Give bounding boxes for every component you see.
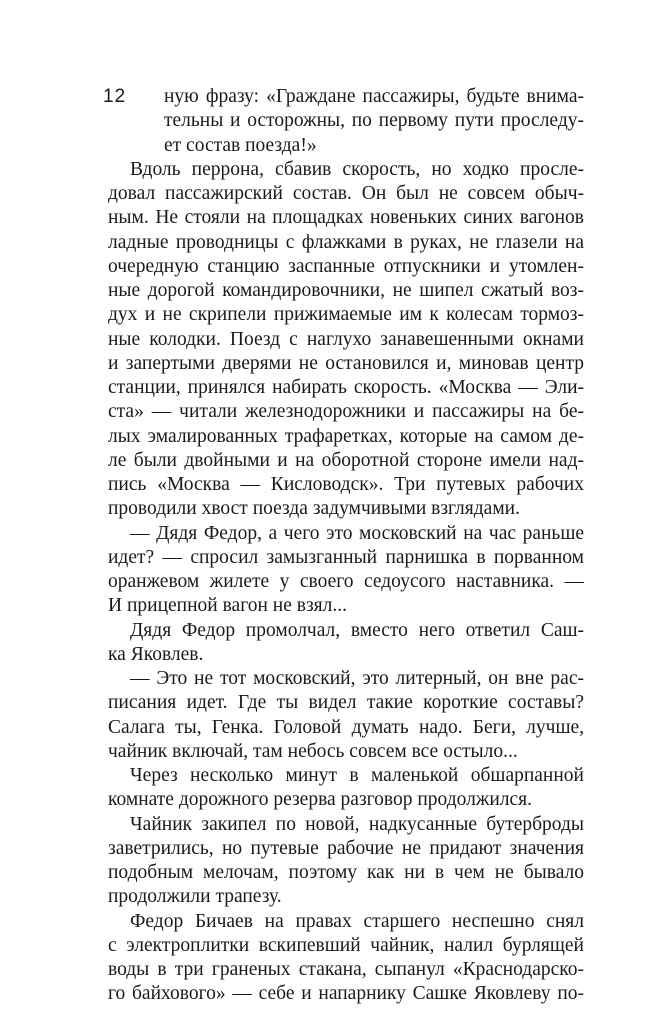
text-line: Федор Бичаев на правах старшего неспешно снял	[130, 910, 584, 932]
text-line: ные дорогой командировочники, не шипел сжатый воз-	[108, 280, 584, 301]
page-number: 12	[103, 86, 127, 107]
text-line: проводили хвост поезда задумчивыми взглядами.	[108, 498, 520, 520]
text-line: Салага ты, Генка. Головой думать надо. Беги, лучше,	[108, 716, 584, 738]
text-line: ные колодки. Поезд с наглухо занавешенными окнами	[108, 328, 584, 350]
text-line: ным. Не стояли на площадках новеньких синих вагонов	[108, 207, 584, 229]
text-line: подобным мелочам, поэтому как ни в чем не бывало	[108, 862, 584, 883]
text-line: оранжевом жилете у своего седоусого наставника. —	[108, 571, 584, 592]
text-line: лых эмалированных трафаретках, которые на самом де-	[108, 425, 584, 447]
text-line: ет состав поезда!»	[164, 134, 317, 156]
text-line: И прицепной вагон не взял...	[108, 595, 347, 617]
text-line: Вдоль перрона, сбавив скорость, но ходко просле-	[130, 158, 584, 180]
text-line: станции, принялся набирать скорость. «Москва — Эли-	[108, 377, 584, 398]
text-line: писания идет. Где ты видел такие короткие составы?	[108, 692, 584, 714]
text-line: Через несколько минут в маленькой обшарпанной	[130, 765, 584, 786]
text-line: го байхового» — себе и напарнику Сашке Яковлеву по-	[108, 983, 584, 1005]
text-line: воды в три граненых стакана, сыпанул «Краснодарско-	[108, 959, 584, 980]
text-line: — Дядя Федор, а чего это московский на час раньше	[130, 522, 584, 544]
text-line: ка Яковлев.	[108, 643, 204, 665]
text-line: Дядя Федор промолчал, вместо него ответил Саш-	[130, 619, 584, 641]
text-line: ладные проводницы с флажками в руках, не глазели на	[108, 231, 584, 253]
text-line: комнате дорожного резерва разговор продолжился.	[108, 789, 533, 811]
text-line: Чайник закипел по новой, надкусанные бутерброды	[130, 813, 584, 835]
text-line: идет? — спросил замызганный парнишка в порванном	[108, 546, 584, 568]
text-line: довал пассажирский состав. Он был не совсем обыч-	[108, 183, 584, 204]
text-line: продолжили трапезу.	[108, 886, 282, 908]
text-line: дух и не скрипели прижимаемые им к колесам тормоз-	[108, 304, 584, 326]
text-line: и запертыми дверями не остановился и, миновав центр	[108, 352, 584, 374]
text-line: ле были двойными и на оборотной стороне имели над-	[108, 449, 584, 471]
body-text	[108, 85, 584, 1007]
text-line: ную фразу: «Граждане пассажиры, будьте внима-	[164, 86, 584, 107]
text-line: ста» — читали железнодорожники и пассажиры на бе-	[108, 401, 584, 423]
text-line: очередную станцию заспанные отпускники и утомлен-	[108, 255, 584, 277]
text-line: — Это не тот московский, это литерный, он вне рас-	[130, 668, 584, 689]
text-line: заветрились, но путевые рабочие не придают значения	[108, 837, 584, 859]
text-line: пись «Москва — Кисловодск». Три путевых рабочих	[108, 474, 584, 495]
text-line: тельны и осторожны, по первому пути проследу-	[164, 110, 584, 132]
text-line: с электроплитки вскипевший чайник, налил бурлящей	[108, 934, 584, 956]
text-line: чайник включай, там небось совсем все остыло...	[108, 740, 518, 762]
